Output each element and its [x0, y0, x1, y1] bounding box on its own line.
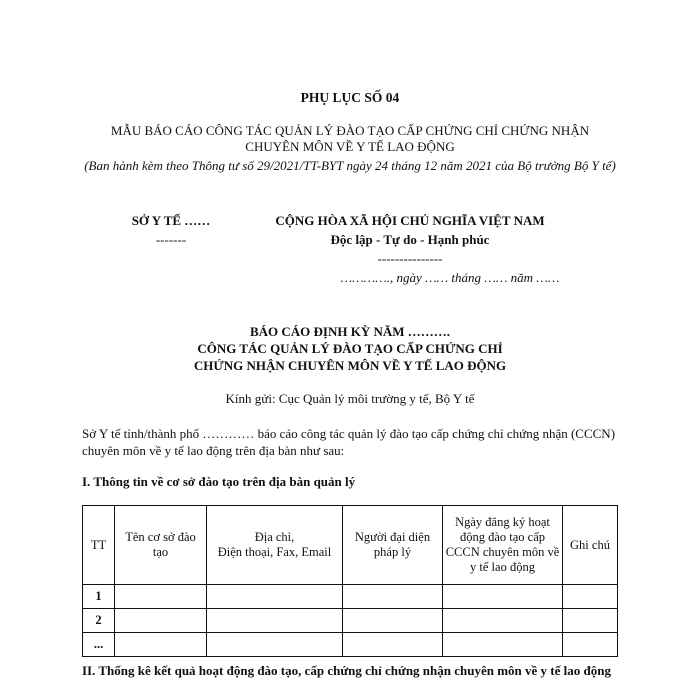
agency-divider: ------- [155, 232, 187, 247]
table-cell-tt: 2 [83, 609, 115, 633]
training-facilities-table [82, 505, 618, 657]
table-cell [563, 585, 618, 609]
section-1-heading: I. Thông tin về cơ sở đào tạo trên địa bàn quản lý [82, 474, 356, 489]
table-cell [443, 585, 563, 609]
table-cell [343, 609, 443, 633]
date-line: …………., ngày …… tháng …… năm …… [340, 270, 560, 285]
report-title-line: CHỨNG NHẬN CHUYÊN MÔN VỀ Y TẾ LAO ĐỘNG [193, 358, 507, 373]
table-cell [115, 633, 207, 657]
section-2-heading: II. Thống kê kết quả hoạt động đào tạo, cấp chứng chỉ chứng nhận chuyên môn về y tế lao động [82, 663, 611, 678]
motto-divider: --------------- [377, 251, 443, 266]
table-row [83, 633, 618, 657]
table-cell [443, 609, 563, 633]
issued-note: (Ban hành kèm theo Thông tư số 29/2021/TT-BYT ngày 24 tháng 12 năm 2021 của Bộ trưởng Bộ Y tế) [84, 158, 616, 173]
column-header-address: Địa chỉ, Điện thoại, Fax, Email [207, 506, 343, 585]
column-header-facility-name: Tên cơ sở đào tạo [115, 506, 207, 585]
table-cell [207, 609, 343, 633]
agency-name: SỞ Y TẾ …… [131, 213, 211, 228]
column-header-tt: TT [83, 506, 115, 585]
country-name: CỘNG HÒA XÃ HỘI CHỦ NGHĨA VIỆT NAM [275, 213, 545, 228]
table-header-row [83, 506, 618, 585]
table-row [83, 609, 618, 633]
table-cell [343, 585, 443, 609]
table-cell [343, 633, 443, 657]
form-title-line: MẪU BÁO CÁO CÔNG TÁC QUẢN LÝ ĐÀO TẠO CẤP CHỨNG CHỈ CHỨNG NHẬN [110, 123, 590, 138]
appendix-title: PHỤ LỤC SỐ 04 [300, 90, 400, 105]
issuing-agency-header [115, 211, 227, 249]
form-title [80, 123, 620, 155]
table-cell [115, 585, 207, 609]
report-title [0, 323, 700, 374]
table-cell-tt: ... [83, 633, 115, 657]
table-cell [563, 609, 618, 633]
national-motto: Độc lập - Tự do - Hạnh phúc [330, 232, 490, 247]
intro-paragraph: Sở Y tế tỉnh/thành phố ………… báo cáo công tác quản lý đào tạo cấp chứng chỉ chứng nhận (CCCN) chuyên môn về y tế lao động trên địa bàn như sau: [82, 426, 616, 458]
report-title-line: CÔNG TÁC QUẢN LÝ ĐÀO TẠO CẤP CHỨNG CHỈ [197, 341, 503, 356]
table-cell [443, 633, 563, 657]
column-header-legal-representative: Người đại diện pháp lý [343, 506, 443, 585]
table-row [83, 585, 618, 609]
table-cell [207, 633, 343, 657]
table-cell [207, 585, 343, 609]
table-cell-tt: 1 [83, 585, 115, 609]
recipient-line: Kính gửi: Cục Quản lý môi trường y tế, Bộ Y tế [225, 391, 475, 406]
table-cell [115, 609, 207, 633]
report-title-line: BÁO CÁO ĐỊNH KỲ NĂM ………. [249, 324, 451, 339]
column-header-notes: Ghi chú [563, 506, 618, 585]
column-header-registration-date: Ngày đăng ký hoạt động đào tạo cấp CCCN chuyên môn về y tế lao động [443, 506, 563, 585]
table-cell [563, 633, 618, 657]
national-header [270, 211, 550, 268]
form-title-line: CHUYÊN MÔN VỀ Y TẾ LAO ĐỘNG [245, 139, 455, 154]
